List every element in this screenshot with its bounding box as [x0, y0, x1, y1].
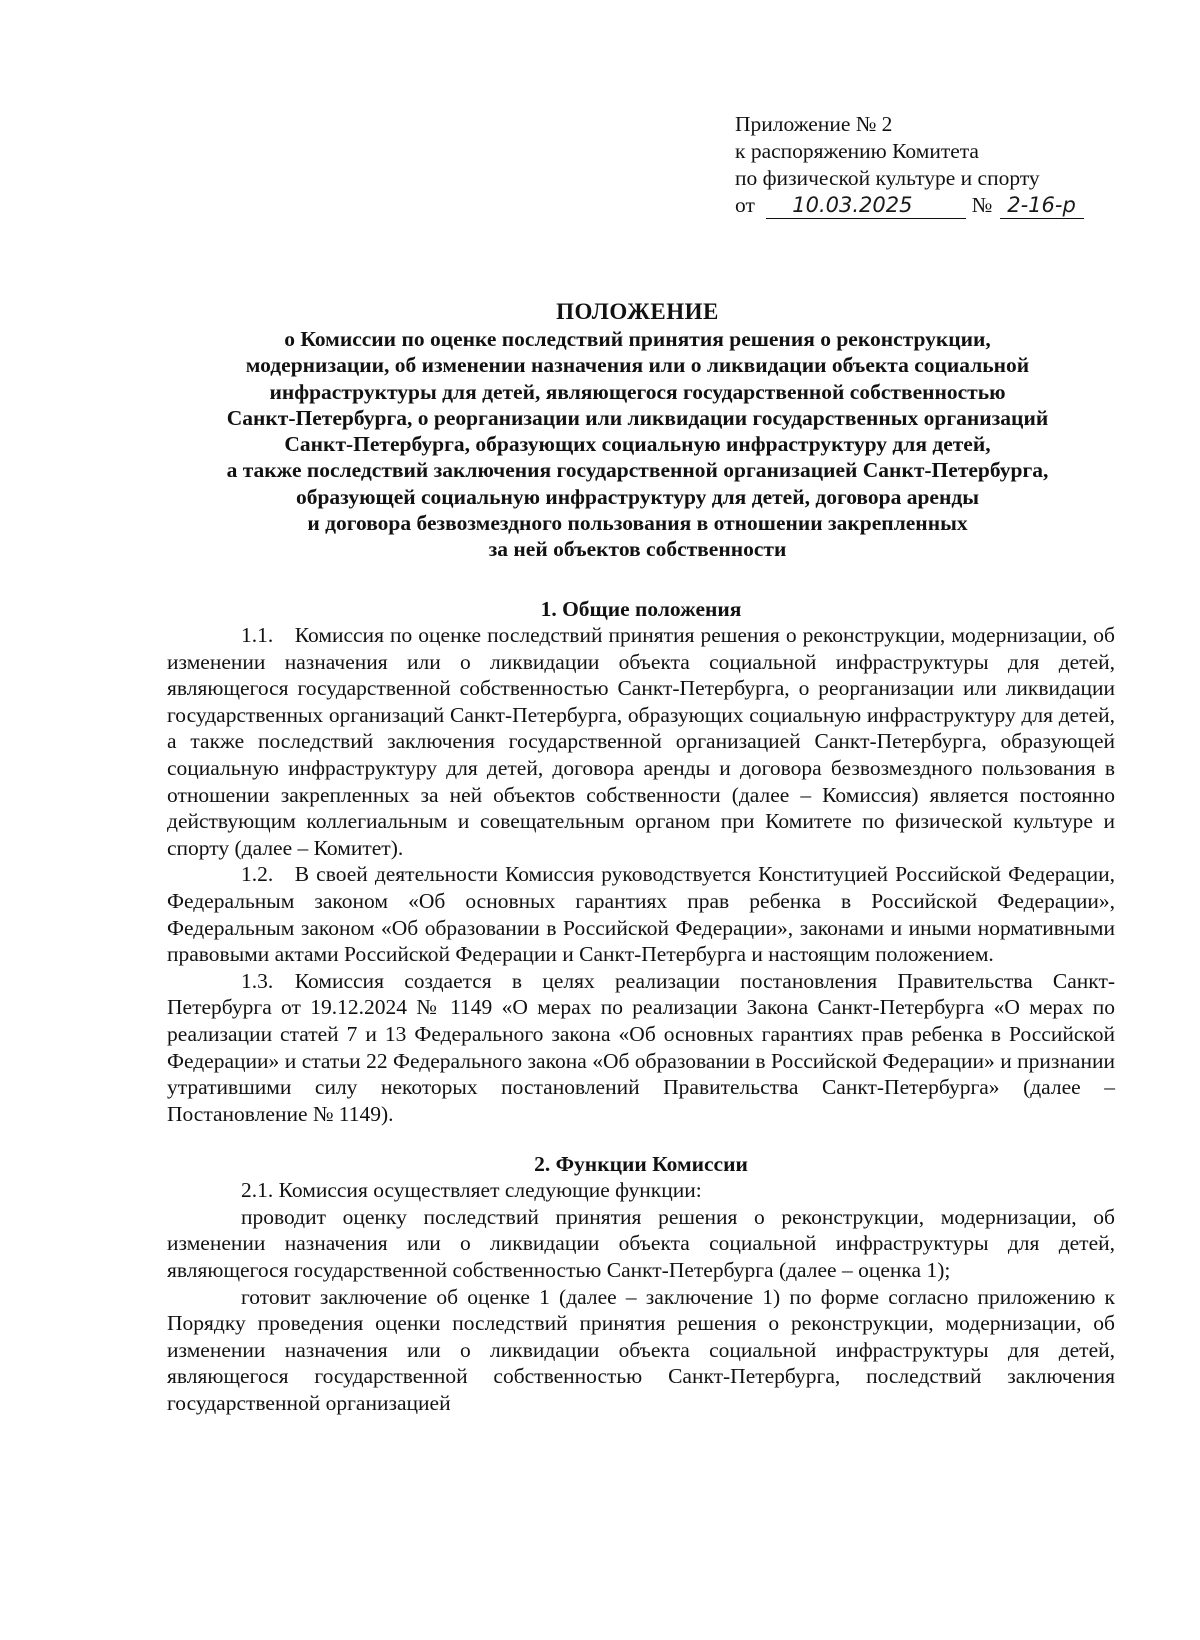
paragraph-1-1: 1.1. Комиссия по оценке последствий принятия решения о реконструкции, модернизации, об изменении назначения или о ликвидации объекта социальной инфраструктуры для детей, являющегося государственной собственностью Санкт-Петербурга, о реорганизации или ликвидации государственных организаций Санкт-Петербурга, образующих социальную инфраструктуру для детей, а также последствий заключения государственной организацией Санкт-Петербурга, образующей социальную инфраструктуру для детей, договора аренды и договора безвозмездного пользования в отношении закрепленных за ней объектов собственности (далее – Комиссия) является постоянно действующим коллегиальным и совещательным органом при Комитете по физической культуре и спорту (далее – Комитет).	[167, 623, 1115, 860]
handwritten-date: 10.03.2025	[766, 193, 966, 219]
paragraph-function-conclusion: готовит заключение об оценке 1 (далее – заключение 1) по форме согласно приложению к Порядку проведения оценки последствий принятия решения о реконструкции, модернизации, об изменении назначения или о ликвидации объекта социальной инфраструктуры для детей, являющегося государственной собственностью Санкт-Петербурга, последствий заключения государственной организацией	[167, 1284, 1115, 1416]
subtitle-line: Санкт-Петербурга, о реорганизации или ликвидации государственных организаций	[226, 405, 1049, 430]
appendix-committee: по физической культуре и спорту	[735, 166, 1040, 190]
number-prefix: №	[971, 193, 993, 217]
subtitle-line: модернизации, об изменении назначения или о ликвидации объекта социальной	[245, 353, 1030, 378]
appendix-date-number-line	[735, 192, 1084, 219]
section-heading-functions: 2. Функции Комиссии	[534, 1152, 748, 1177]
document-body	[167, 596, 1115, 1417]
subtitle-line: за ней объектов собственности	[488, 537, 787, 562]
subtitle-line: о Комиссии по оценке последствий принятия решения о реконструкции,	[284, 327, 991, 351]
handwritten-number: 2-16-р	[1000, 193, 1084, 219]
paragraph-function-assessment: проводит оценку последствий принятия решения о реконструкции, модернизации, об изменении назначения или о ликвидации объекта социальной инфраструктуры для детей, являющегося государственной собственностью Санкт-Петербурга (далее – оценка 1);	[167, 1204, 1115, 1283]
section-heading-general: 1. Общие положения	[540, 597, 742, 621]
subtitle-line: инфраструктуры для детей, являющегося государственной собственностью	[269, 379, 1006, 404]
subtitle-line: Санкт-Петербурга, образующих социальную инфраструктуру для детей,	[284, 432, 991, 457]
appendix-number: Приложение № 2	[735, 112, 893, 136]
subtitle-line: образующей социальную инфраструктуру для детей, договора аренды	[295, 484, 980, 509]
subtitle-line: и договора безвозмездного пользования в отношении закрепленных	[307, 511, 968, 536]
document-title: ПОЛОЖЕНИЕ	[556, 299, 719, 324]
paragraph-2-1: 2.1. Комиссия осуществляет следующие функции:	[241, 1178, 702, 1203]
section-spacer	[167, 1127, 1115, 1151]
appendix-header	[735, 111, 1084, 219]
paragraph-1-2: 1.2. В своей деятельности Комиссия руководствуется Конституцией Российской Федерации, Федеральным законом «Об основных гарантиях прав ребенка в Российской Федерации», Федеральным законом «Об образовании в Российской Федерации», законами и иными нормативными правовыми актами Российской Федерации и Санкт-Петербурга и настоящим положением.	[167, 862, 1115, 967]
document-title-block	[160, 298, 1115, 563]
date-prefix: от	[735, 193, 755, 217]
appendix-order-ref: к распоряжению Комитета	[735, 139, 979, 163]
paragraph-1-3: 1.3. Комиссия создается в целях реализации постановления Правительства Санкт-Петербурга от 19.12.2024 № 1149 «О мерах по реализации Закона Санкт-Петербурга «О мерах по реализации статей 7 и 13 Федерального закона «Об основных гарантиях прав ребенка в Российской Федерации» и статьи 22 Федерального закона «Об образовании в Российской Федерации» и признании утратившими силу некоторых постановлений Правительства Санкт-Петербурга» (далее – Постановление № 1149).	[167, 968, 1115, 1126]
subtitle-line: а также последствий заключения государственной организацией Санкт-Петербурга,	[226, 458, 1049, 483]
